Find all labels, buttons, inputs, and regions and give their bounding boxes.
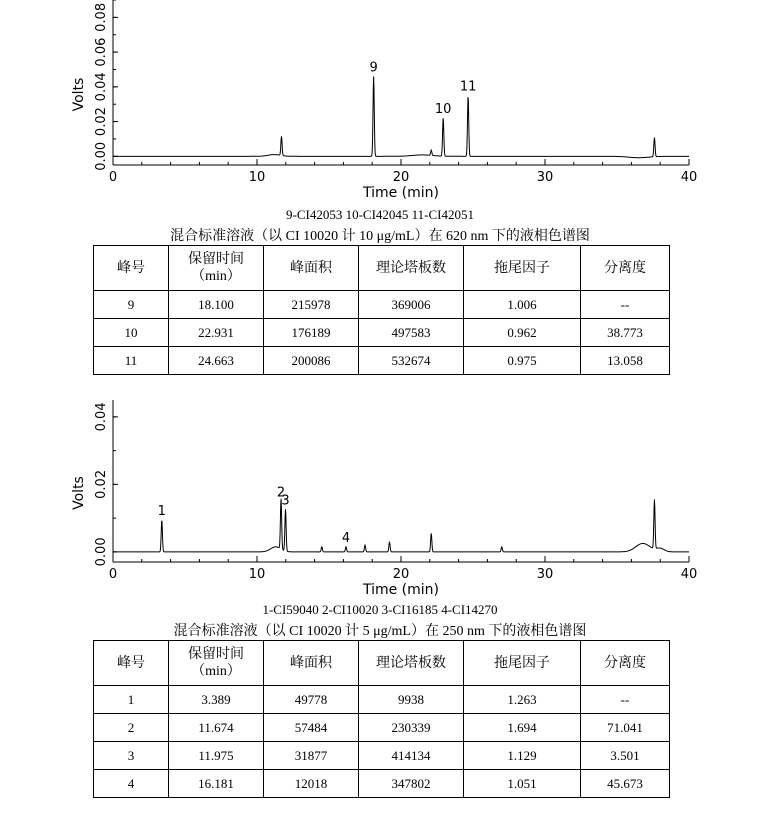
- chromatogram-trace: [113, 76, 689, 157]
- cell: 10: [94, 319, 169, 347]
- cell: 16.181: [169, 770, 264, 798]
- cell: 1.051: [464, 770, 581, 798]
- cell: 12018: [264, 770, 359, 798]
- x-tick-label: 40: [680, 567, 698, 582]
- peak-label-2: 2: [276, 485, 286, 501]
- cell: 230339: [359, 714, 464, 742]
- header-peak-no: 峰号: [94, 641, 169, 686]
- peak-table-620nm: [93, 245, 670, 375]
- y-tick-label: 0.02: [94, 107, 109, 137]
- cell: 3.389: [169, 686, 264, 714]
- header-theoretical-plates: 理论塔板数: [359, 641, 464, 686]
- x-tick-label: 0: [108, 170, 118, 185]
- x-tick-label: 10: [248, 567, 266, 582]
- cell: 13.058: [581, 347, 670, 375]
- cell: 0.975: [464, 347, 581, 375]
- header-retention-time: [169, 246, 264, 291]
- x-tick-label: 30: [536, 567, 554, 582]
- x-tick-label: 20: [392, 567, 410, 582]
- cell: 4: [94, 770, 169, 798]
- cell: 1: [94, 686, 169, 714]
- cell: 11: [94, 347, 169, 375]
- cell: 414134: [359, 742, 464, 770]
- cell: 176189: [264, 319, 359, 347]
- peak-label-11: 11: [459, 79, 477, 95]
- header-retention-time: [169, 641, 264, 686]
- header-theoretical-plates: 理论塔板数: [359, 246, 464, 291]
- y-axis-label: Volts: [71, 476, 87, 510]
- cell: 9: [94, 291, 169, 319]
- header-tailing-factor: 拖尾因子: [464, 641, 581, 686]
- y-axis-label: Volts: [71, 77, 87, 112]
- table-row: [94, 714, 670, 742]
- cell: 1.694: [464, 714, 581, 742]
- table-row: [94, 742, 670, 770]
- cell: 9938: [359, 686, 464, 714]
- x-tick-label: 30: [536, 170, 554, 185]
- y-tick-label: 0.00: [94, 537, 109, 567]
- cell: 31877: [264, 742, 359, 770]
- table-header-row: [94, 246, 670, 291]
- cell: 347802: [359, 770, 464, 798]
- peak-label-4: 4: [341, 530, 351, 546]
- cell: 38.773: [581, 319, 670, 347]
- chromatogram-620nm: [0, 0, 760, 200]
- cell: 1.129: [464, 742, 581, 770]
- table-row: [94, 319, 670, 347]
- y-tick-label: 0.04: [94, 402, 109, 432]
- peak-label-10: 10: [434, 102, 452, 118]
- chromatogram-620nm-caption: 混合标准溶液（以 CI 10020 计 10 μg/mL）在 620 nm 下的液相色谱图: [170, 229, 590, 244]
- cell: 215978: [264, 291, 359, 319]
- cell: 49778: [264, 686, 359, 714]
- peak-label-1: 1: [157, 503, 166, 519]
- peak-label-9: 9: [369, 60, 378, 76]
- table-header-row: [94, 641, 670, 686]
- chromatogram-250nm-legend: 1-CI59040 2-CI10020 3-CI16185 4-CI14270: [262, 602, 498, 617]
- y-tick-label: 0.08: [94, 2, 109, 32]
- cell: 71.041: [581, 714, 670, 742]
- chromatogram-trace: [113, 499, 689, 552]
- chromatogram-250nm: [0, 390, 760, 600]
- chromatogram-620nm-legend: 9-CI42053 10-CI42045 11-CI42051: [285, 207, 474, 222]
- table-row: [94, 770, 670, 798]
- chromatogram-250nm-plot: [0, 390, 760, 600]
- y-tick-label: 0.04: [94, 72, 109, 102]
- cell: 532674: [359, 347, 464, 375]
- table-row: [94, 686, 670, 714]
- y-tick-label: 0.02: [94, 469, 109, 499]
- chromatogram-620nm-plot: [0, 0, 760, 200]
- cell: 1.006: [464, 291, 581, 319]
- cell: 18.100: [169, 291, 264, 319]
- cell: 11.975: [169, 742, 264, 770]
- x-tick-label: 40: [680, 170, 698, 185]
- header-resolution: 分离度: [581, 246, 670, 291]
- cell: 200086: [264, 347, 359, 375]
- header-retention-line2: （min）: [191, 269, 241, 284]
- peak-label-3: 3: [281, 493, 290, 509]
- cell: 0.962: [464, 319, 581, 347]
- table-row: [94, 347, 670, 375]
- cell: 1.263: [464, 686, 581, 714]
- cell: 2: [94, 714, 169, 742]
- header-tailing-factor: 拖尾因子: [464, 246, 581, 291]
- header-retention-line2: （min）: [191, 664, 241, 679]
- header-peak-area: 峰面积: [264, 246, 359, 291]
- x-tick-label: 0: [108, 567, 118, 582]
- header-peak-area: 峰面积: [264, 641, 359, 686]
- cell: 3: [94, 742, 169, 770]
- cell: --: [581, 291, 670, 319]
- cell: 3.501: [581, 742, 670, 770]
- x-axis-label: Time (min): [362, 185, 440, 200]
- table-row: [94, 291, 670, 319]
- y-tick-label: 0.00: [94, 141, 109, 171]
- cell: 497583: [359, 319, 464, 347]
- peak-table-250nm: [93, 640, 670, 798]
- header-retention-line1: 保留时间: [188, 647, 244, 662]
- x-tick-label: 10: [248, 170, 266, 185]
- header-peak-no: 峰号: [94, 246, 169, 291]
- cell: --: [581, 686, 670, 714]
- header-resolution: 分离度: [581, 641, 670, 686]
- cell: 369006: [359, 291, 464, 319]
- x-tick-label: 20: [392, 170, 410, 185]
- header-retention-line1: 保留时间: [188, 252, 244, 267]
- cell: 22.931: [169, 319, 264, 347]
- cell: 45.673: [581, 770, 670, 798]
- cell: 24.663: [169, 347, 264, 375]
- x-axis-label: Time (min): [362, 582, 440, 598]
- y-tick-label: 0.06: [94, 37, 109, 67]
- chromatogram-250nm-caption: 混合标准溶液（以 CI 10020 计 5 μg/mL）在 250 nm 下的液相色谱图: [173, 624, 587, 639]
- cell: 57484: [264, 714, 359, 742]
- cell: 11.674: [169, 714, 264, 742]
